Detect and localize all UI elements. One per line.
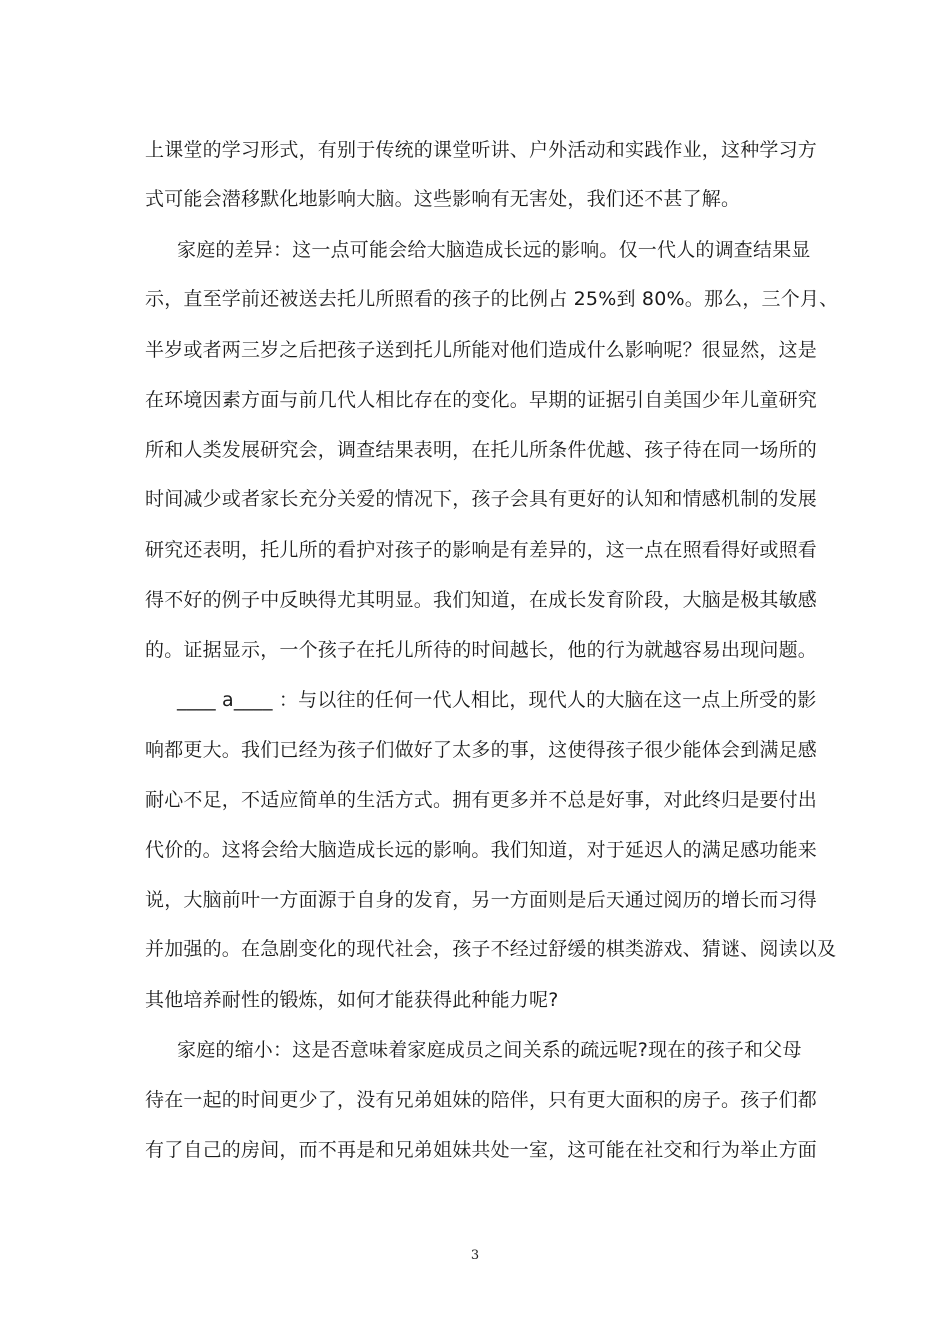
text-line: 研究还表明，托儿所的看护对孩子的影响是有差异的，这一点在照看得好或照看 [145, 539, 818, 561]
text-line: 时间减少或者家长充分关爱的情况下，孩子会具有更好的认知和情感机制的发展 [145, 488, 818, 510]
text-line: 示，直至学前还被送去托儿所照看的孩子的比例占 25%到 80%。那么，三个月、 [145, 288, 839, 310]
text-line: 待在一起的时间更少了，没有兄弟姐妹的陪伴，只有更大面积的房子。孩子们都 [145, 1089, 818, 1111]
text-line: 有了自己的房间，而不再是和兄弟姐妹共处一室，这可能在社交和行为举止方面 [145, 1139, 818, 1161]
text-line: 得不好的例子中反映得尤其明显。我们知道，在成长发育阶段，大脑是极其敏感 [145, 589, 818, 611]
text-line: 并加强的。在急剧变化的现代社会，孩子不经过舒缓的棋类游戏、猜谜、阅读以及 [145, 938, 837, 960]
text-line: 式可能会潜移默化地影响大脑。这些影响有无害处，我们还不甚了解。 [145, 188, 741, 210]
paragraph-start-line: ____ a____ ：与以往的任何一代人相比，现代人的大脑在这一点上所受的影 [177, 689, 817, 711]
text-line: 半岁或者两三岁之后把孩子送到托儿所能对他们造成什么影响呢？很显然，这是 [145, 339, 818, 361]
page-number: 3 [470, 1248, 480, 1263]
paragraph-start-line: 家庭的差异：这一点可能会给大脑造成长远的影响。仅一代人的调查结果显 [177, 239, 811, 261]
text-line: 耐心不足，不适应简单的生活方式。拥有更多并不总是好事，对此终归是要付出 [145, 789, 818, 811]
text-line: 代价的。这将会给大脑造成长远的影响。我们知道，对于延迟人的满足感功能来 [145, 839, 818, 861]
text-line: 其他培养耐性的锻炼，如何才能获得此种能力呢? [145, 989, 559, 1011]
text-line: 上课堂的学习形式，有别于传统的课堂听讲、户外活动和实践作业，这种学习方 [145, 139, 818, 161]
paragraph-start-line: 家庭的缩小：这是否意味着家庭成员之间关系的疏远呢?现在的孩子和父母 [177, 1039, 802, 1061]
text-line: 所和人类发展研究会，调查结果表明，在托儿所条件优越、孩子待在同一场所的 [145, 439, 818, 461]
text-line: 说，大脑前叶一方面源于自身的发育，另一方面则是后天通过阅历的增长而习得 [145, 889, 818, 911]
text-line: 响都更大。我们已经为孩子们做好了太多的事，这使得孩子很少能体会到满足感 [145, 739, 818, 761]
text-line: 在环境因素方面与前几代人相比存在的变化。早期的证据引自美国少年儿童研究 [145, 389, 818, 411]
text-line: 的。证据显示，一个孩子在托儿所待的时间越长，他的行为就越容易出现问题。 [145, 639, 818, 661]
